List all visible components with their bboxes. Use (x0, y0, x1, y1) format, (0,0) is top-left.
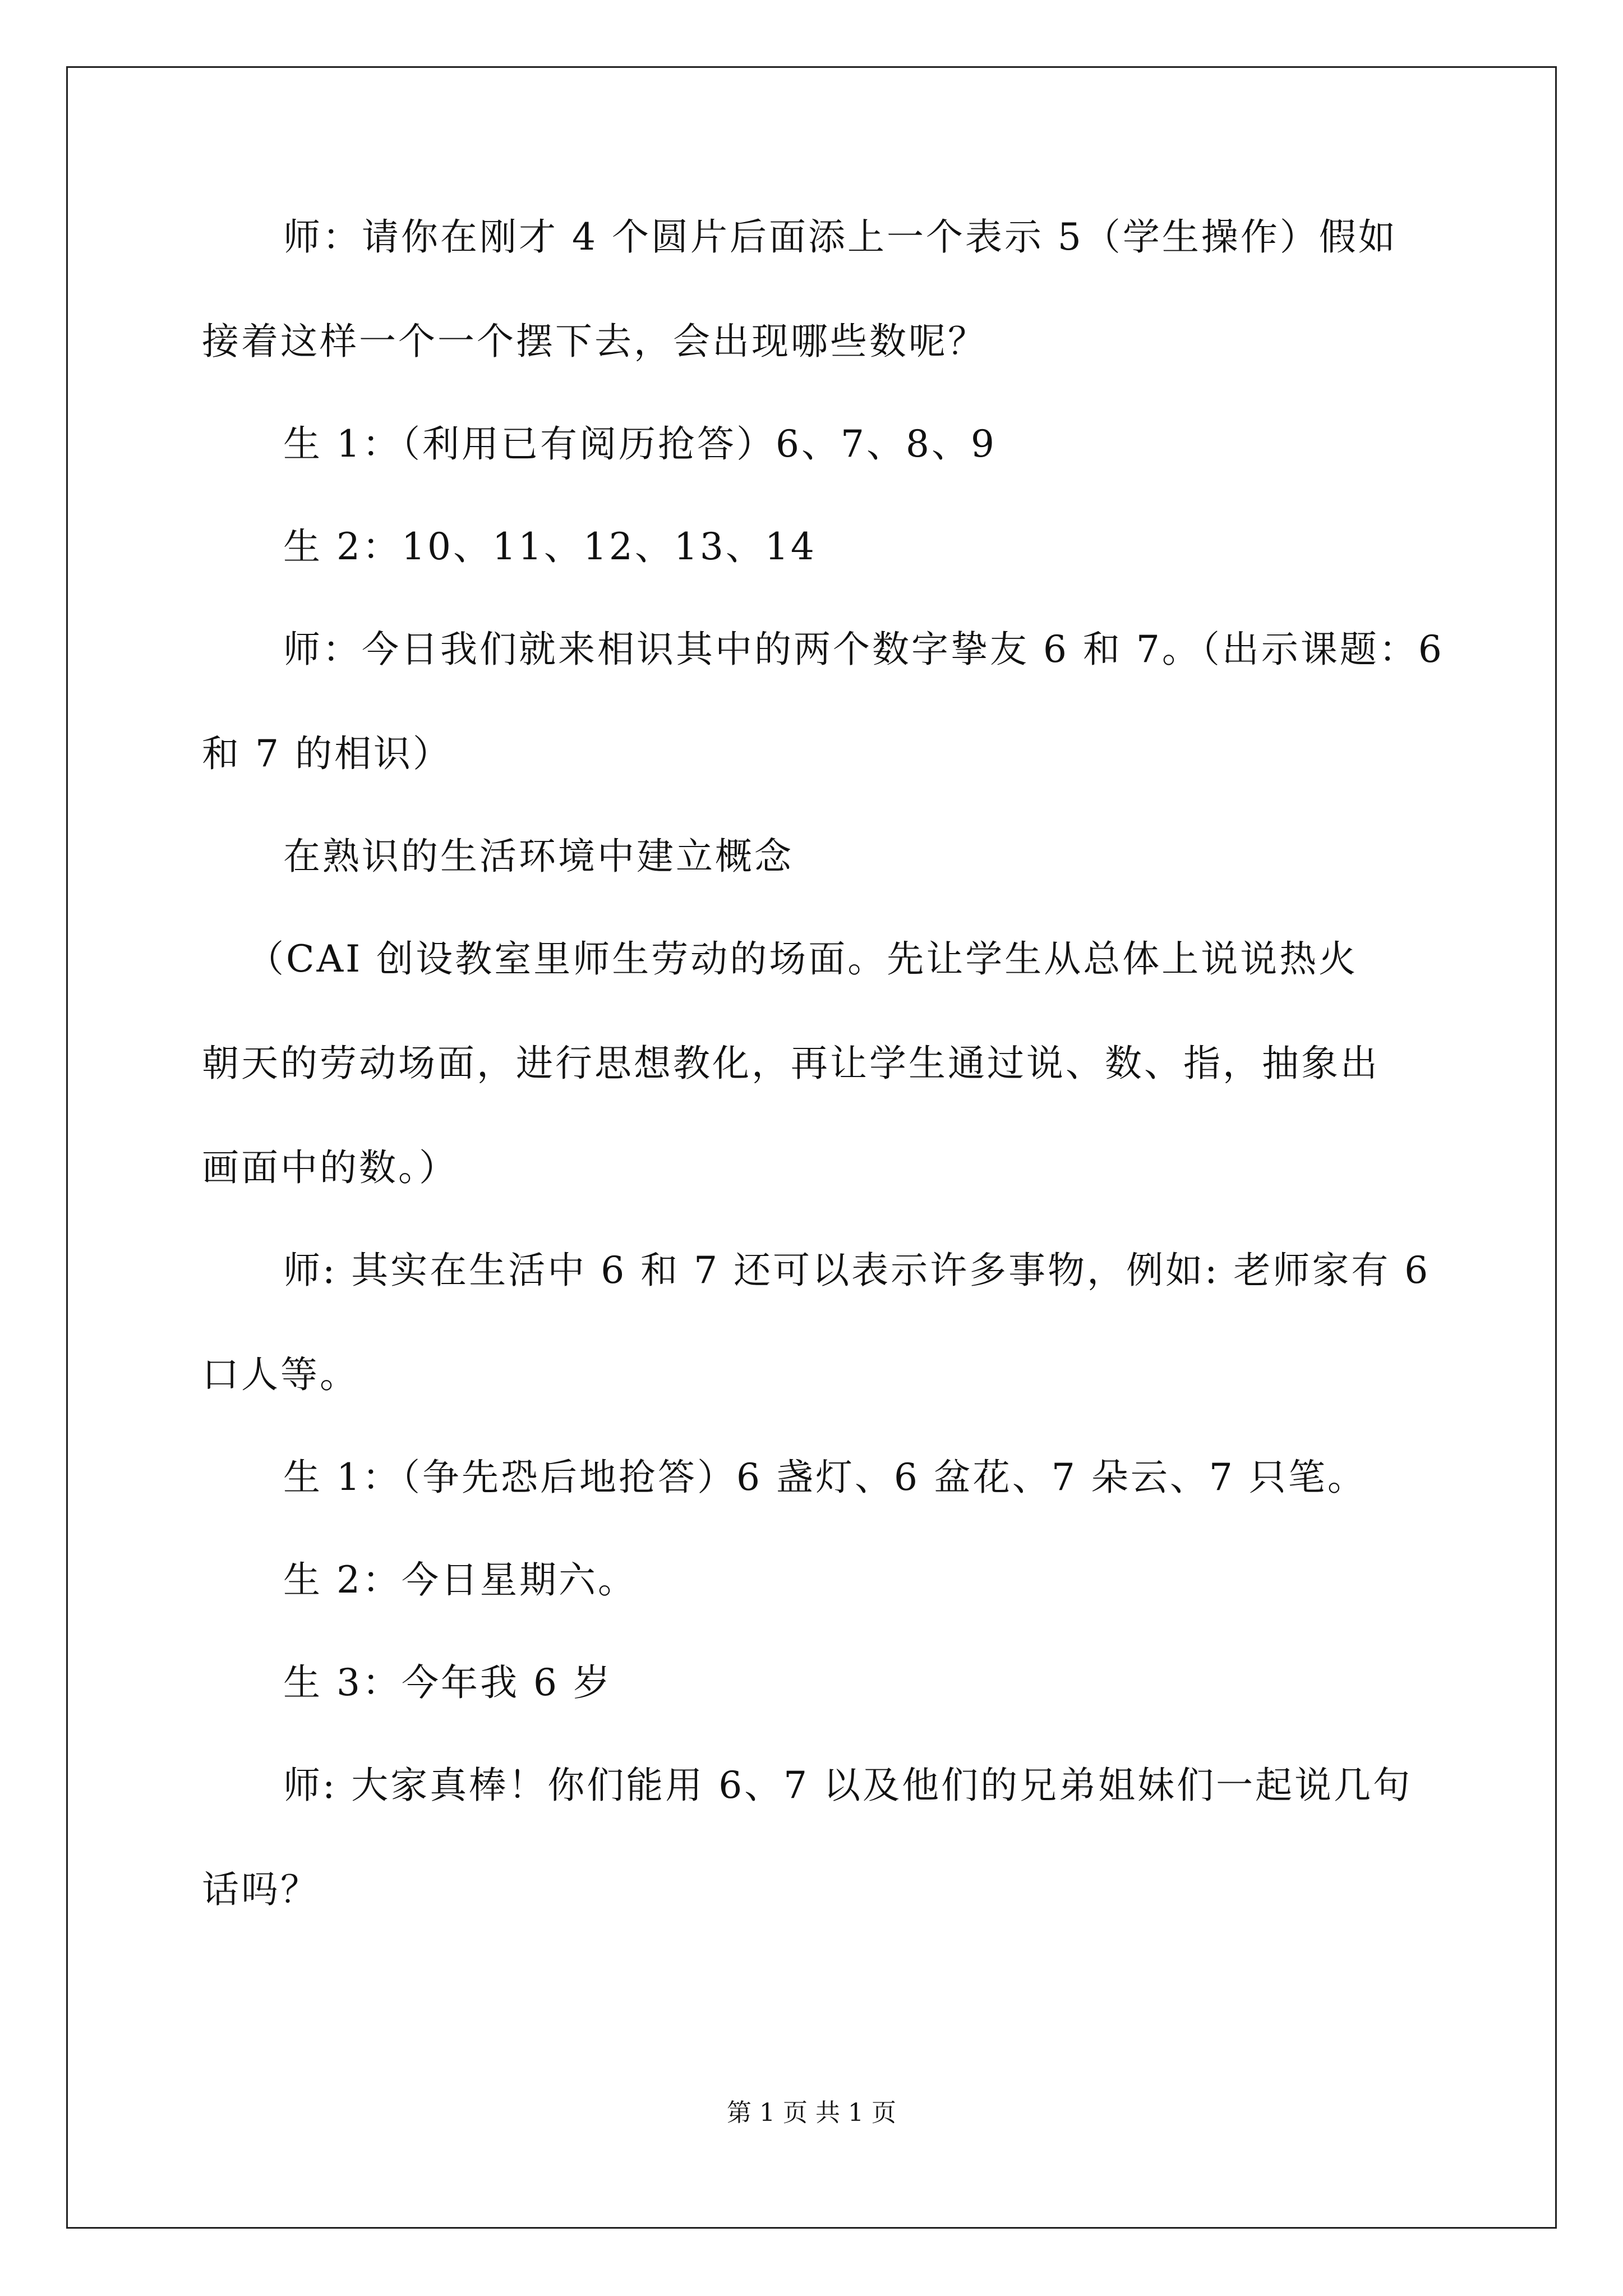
paragraph-teacher-praise (202, 1764, 1441, 1911)
paragraph-line: 生 1：（争先恐后地抢答）6 盏灯、6 盆花、7 朵云、7 只笔。 (283, 1456, 1367, 1499)
paragraph-student3-age (202, 1661, 1441, 1704)
paragraph-teacher-topic (202, 628, 1444, 775)
paragraph-line: 话吗？ (202, 1868, 320, 1911)
paragraph-line: 在熟识的生活环境中建立概念 (283, 835, 794, 878)
paragraph-section-heading (202, 835, 1441, 878)
paragraph-line: 师: 大家真棒！你们能用 6、7 以及他们的兄弟姐妹们一起说几句 (283, 1764, 1413, 1807)
paragraph-line: 口人等。 (202, 1353, 359, 1396)
paragraph-line: 生 3：今年我 6 岁 (283, 1661, 612, 1704)
paragraph-line: 朝天的劳动场面，进行思想教化，再让学生通过说、数、指，抽象出 (202, 1042, 1380, 1085)
paragraph-teacher-question (202, 215, 1441, 363)
paragraph-student1-answer (202, 422, 1441, 466)
page-number-footer: 第 1 页 共 1 页 (727, 2099, 896, 2127)
paragraph-line: 和 7 的相识） (202, 732, 452, 775)
paragraph-line: 生 2：今日星期六。 (283, 1558, 637, 1602)
paragraph-student2-answer (202, 525, 1441, 568)
document-body (202, 215, 1444, 1974)
paragraph-student1-items (202, 1456, 1441, 1499)
paragraph-line: 生 2：10、11、12、13、14 (283, 525, 817, 568)
paragraph-line: （CAI 创设教室里师生劳动的场面。先让学生从总体上说说热火 (247, 937, 1358, 981)
paragraph-line: 画面中的数。） (202, 1146, 458, 1189)
paragraph-line: 师: 其实在生活中 6 和 7 还可以表示许多事物，例如: 老师家有 6 (283, 1249, 1431, 1292)
paragraph-line: 师：请你在刚才 4 个圆片后面添上一个表示 5（学生操作）假如 (283, 215, 1398, 259)
paragraph-line: 接着这样一个一个摆下去，会出现哪些数呢？ (202, 320, 987, 363)
paragraph-teacher-example (202, 1249, 1441, 1396)
paragraph-cai-note (202, 937, 1441, 1189)
paragraph-line: 师：今日我们就来相识其中的两个数字挚友 6 和 7。（出示课题：6 (283, 628, 1444, 671)
paragraph-student2-day (202, 1558, 1441, 1602)
paragraph-line: 生 1：（利用已有阅历抢答）6、7、8、9 (283, 422, 997, 466)
